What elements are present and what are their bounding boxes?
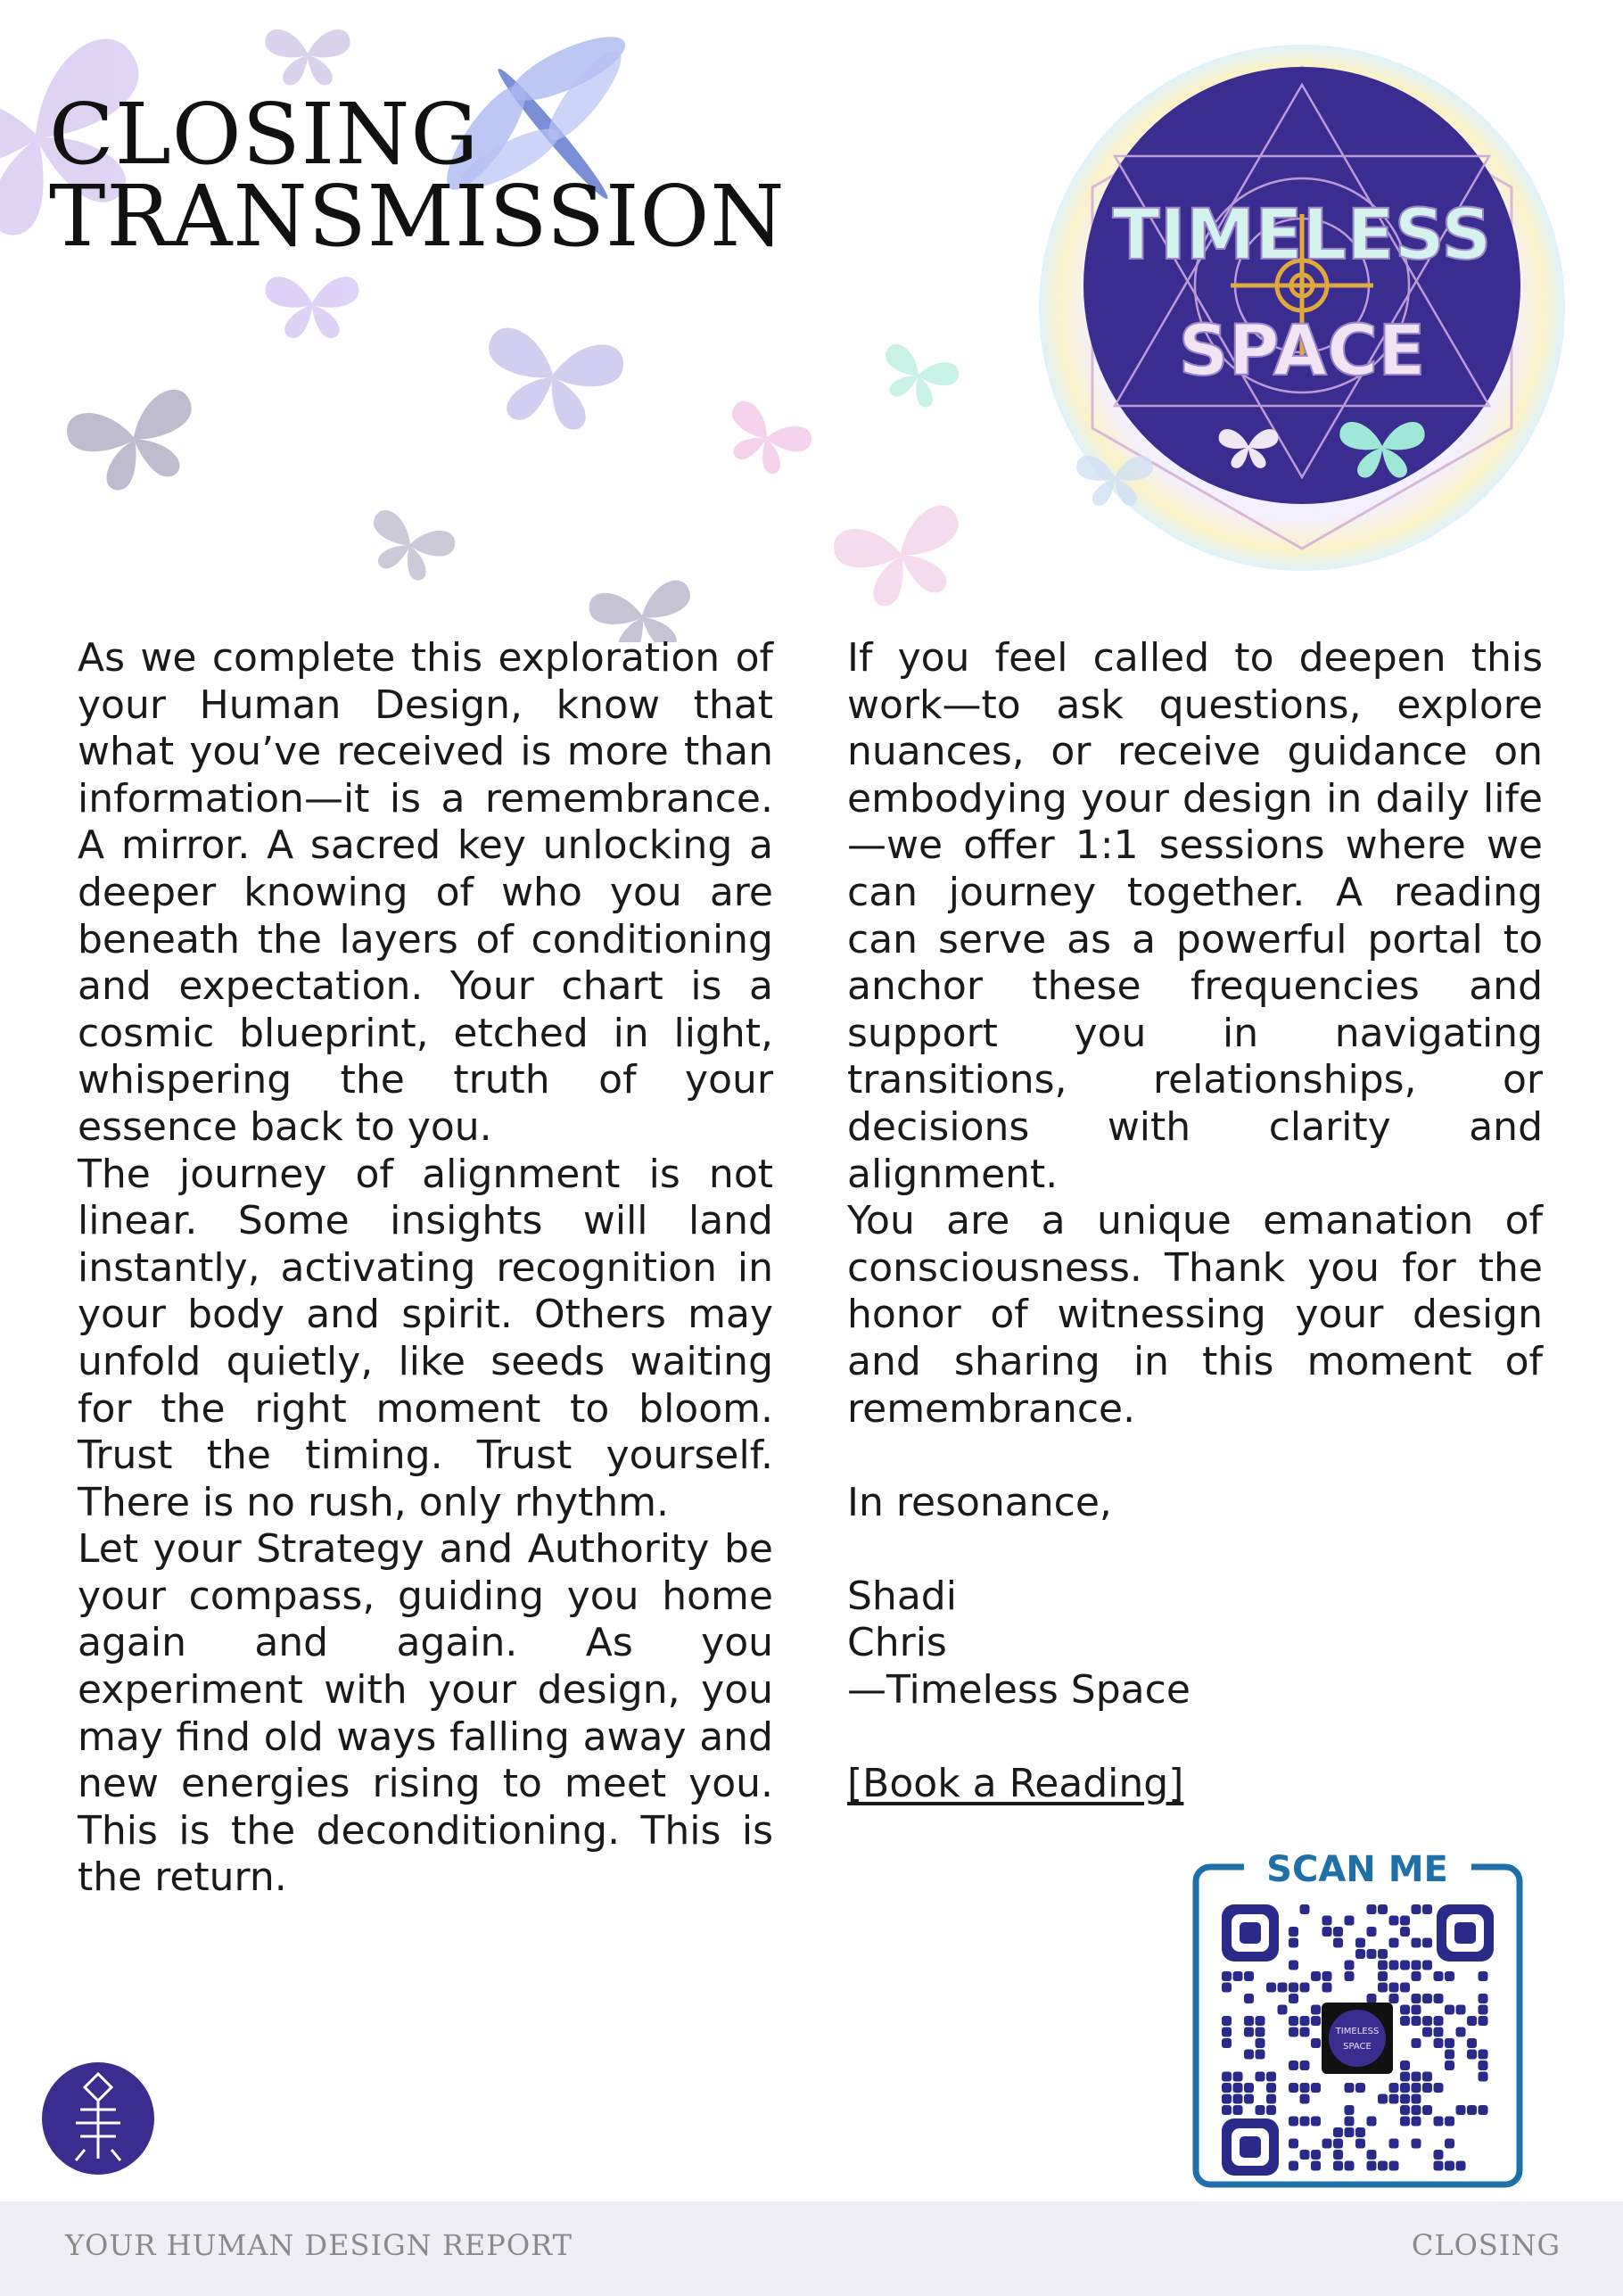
qr-module: [1434, 2028, 1444, 2037]
qr-module: [1355, 1938, 1365, 1948]
qr-module: [1300, 2016, 1310, 2026]
qr-module: [1300, 2028, 1310, 2037]
qr-module: [1412, 1961, 1421, 1970]
qr-module: [1389, 2161, 1399, 2171]
qr-module: [1400, 1961, 1410, 1970]
qr-module: [1378, 1983, 1388, 1993]
qr-module: [1445, 2117, 1454, 2127]
logo-line-1: TIMELESS: [1112, 195, 1492, 276]
qr-module: [1445, 2050, 1454, 2060]
qr-module: [1445, 2038, 1454, 2048]
qr-module: [1479, 1994, 1488, 2003]
qr-module: [1333, 1938, 1343, 1948]
qr-module: [1467, 2016, 1477, 2026]
qr-module: [1422, 1961, 1432, 1970]
scan-me-label: SCAN ME: [1266, 1851, 1448, 1890]
qr-module: [1345, 2083, 1355, 2093]
qr-module: [1244, 2050, 1254, 2060]
page-footer: [0, 2201, 1623, 2296]
qr-module: [1445, 2139, 1454, 2149]
qr-module: [1412, 1938, 1421, 1948]
qr-module: [1412, 2016, 1421, 2026]
signature-org: —Timeless Space: [847, 1667, 1190, 1714]
qr-module: [1222, 2028, 1232, 2037]
qr-module: [1412, 2072, 1421, 2082]
qr-module: [1445, 2161, 1454, 2171]
paragraph: As we complete this exploration of your Human Design, know that what you’ve received is more than information—it is a remembrance. A mirror. A sacred key unlocking a deeper knowing of who you are beneath the layers of conditioning and expectation. Your chart is a cosmic blueprint, etched in light, whispering the truth of your essence back to you.: [78, 635, 773, 1150]
qr-module: [1289, 1938, 1298, 1948]
qr-module: [1479, 2050, 1488, 2060]
qr-module: [1256, 2050, 1265, 2060]
qr-module: [1233, 2083, 1243, 2093]
qr-module: [1333, 2139, 1343, 2149]
qr-module: [1412, 2117, 1421, 2127]
qr-module: [1422, 2016, 1432, 2026]
timeless-space-logo: [1026, 31, 1578, 584]
qr-module: [1400, 2016, 1410, 2026]
qr-module: [1456, 2105, 1466, 2115]
qr-module: [1244, 2016, 1254, 2026]
qr-module: [1266, 2072, 1276, 2082]
qr-module: [1322, 2139, 1332, 2149]
qr-module: [1355, 2083, 1365, 2093]
qr-module: [1378, 1904, 1388, 1914]
butterfly-icon: [62, 385, 207, 500]
butterfly-icon: [873, 341, 962, 414]
qr-module: [1479, 2061, 1488, 2070]
title-line-1: CLOSING: [49, 86, 480, 184]
footer-section-name: CLOSING: [1411, 2228, 1561, 2262]
qr-module: [1244, 1971, 1254, 1981]
human-design-icon: [40, 2061, 156, 2176]
paragraph: You are a unique emanation of consciousness. Thank you for the honor of witnessing your design and sharing in this moment of remembrance.: [847, 1198, 1543, 1432]
qr-module: [1389, 2083, 1399, 2093]
qr-module: [1289, 2161, 1298, 2171]
qr-module: [1367, 1904, 1377, 1914]
qr-module: [1378, 2161, 1388, 2171]
qr-module: [1400, 1916, 1410, 1926]
qr-module: [1289, 2117, 1298, 2127]
qr-module: [1412, 1994, 1421, 2003]
qr-module: [1345, 1971, 1355, 1981]
qr-module: [1412, 1971, 1421, 1981]
qr-module: [1412, 2094, 1421, 2104]
qr-module: [1289, 2083, 1298, 2093]
qr-module: [1266, 2105, 1276, 2115]
qr-module: [1389, 1916, 1399, 1926]
qr-module: [1233, 1971, 1243, 1981]
qr-module: [1400, 2105, 1410, 2115]
qr-module: [1422, 1938, 1432, 1948]
qr-module: [1300, 1983, 1310, 1993]
qr-module: [1233, 2094, 1243, 2104]
qr-module: [1322, 1971, 1332, 1981]
signature-name-2: Chris: [847, 1620, 947, 1666]
qr-module: [1467, 2050, 1477, 2060]
butterfly-icon: [266, 277, 359, 338]
signoff: In resonance,: [847, 1479, 1112, 1525]
qr-module: [1412, 2083, 1421, 2093]
qr-module: [1222, 2094, 1232, 2104]
qr-module: [1333, 2150, 1343, 2160]
title-line-2: TRANSMISSION: [49, 168, 786, 266]
qr-module: [1412, 1904, 1421, 1914]
qr-module: [1311, 2150, 1321, 2160]
qr-module: [1233, 2072, 1243, 2082]
right-text-column: [847, 635, 1543, 1808]
qr-module: [1378, 1971, 1388, 1981]
qr-module: [1300, 2150, 1310, 2160]
qr-module: [1300, 1904, 1310, 1914]
qr-module: [1445, 1971, 1454, 1981]
qr-module: [1311, 2161, 1321, 2171]
qr-module: [1311, 2016, 1321, 2026]
qr-module: [1467, 2038, 1477, 2048]
qr-code-icon[interactable]: [1190, 1851, 1525, 2190]
qr-module: [1289, 1961, 1298, 1970]
qr-module: [1222, 2072, 1232, 2082]
book-reading-link[interactable]: [Book a Reading]: [847, 1761, 1184, 1807]
qr-module: [1434, 1994, 1444, 2003]
qr-module: [1266, 2083, 1276, 2093]
qr-module: [1422, 2105, 1432, 2115]
qr-module: [1355, 2139, 1365, 2149]
butterfly-icon: [477, 325, 627, 436]
qr-module: [1445, 2061, 1454, 2070]
qr-center-line-1: TIMELESS: [1335, 2027, 1380, 2036]
qr-module: [1400, 2061, 1410, 2070]
qr-module: [1256, 2038, 1265, 2048]
page-title: [49, 86, 786, 266]
qr-module: [1422, 1994, 1432, 2003]
qr-module: [1367, 1927, 1377, 1937]
qr-module: [1378, 1961, 1388, 1970]
qr-module: [1367, 1994, 1377, 2003]
qr-module: [1311, 2005, 1321, 2015]
qr-module: [1244, 2094, 1254, 2104]
qr-module: [1345, 1916, 1355, 1926]
qr-module: [1244, 1994, 1254, 2003]
qr-module: [1222, 2105, 1232, 2115]
qr-module: [1412, 2038, 1421, 2048]
qr-module: [1434, 1971, 1444, 1981]
qr-module: [1367, 2117, 1377, 2127]
paragraph: Let your Strategy and Authority be your compass, guiding you home again and again. As you experiment with your design, you may find old ways falling away and new energies rising to meet you. This is the deconditioning. This is the return.: [78, 1526, 773, 1901]
qr-module: [1479, 2005, 1488, 2015]
qr-module: [1256, 2028, 1265, 2037]
qr-module: [1311, 2083, 1321, 2093]
qr-module: [1289, 1994, 1298, 2003]
qr-module: [1289, 2061, 1298, 2070]
qr-module: [1422, 2083, 1432, 2093]
qr-module: [1355, 1949, 1365, 1959]
qr-module: [1400, 1983, 1410, 1993]
qr-module: [1400, 2094, 1410, 2104]
qr-module: [1278, 1983, 1288, 1993]
qr-module: [1400, 2083, 1410, 2093]
qr-module: [1322, 1983, 1332, 1993]
qr-module: [1378, 2094, 1388, 2104]
paragraph: The journey of alignment is not linear. Some insights will land instantly, activating recognition in your body and spirit. Others may unfold quietly, like seeds waiting for the right moment to bloom. Trust the timing. Trust yourself. There is no rush, only rhythm.: [78, 1151, 773, 1525]
signature-name-1: Shadi: [847, 1573, 957, 1619]
qr-module: [1289, 1927, 1298, 1937]
qr-module: [1333, 1927, 1343, 1937]
qr-module: [1412, 2105, 1421, 2115]
qr-module: [1389, 1983, 1399, 1993]
qr-module: [1479, 1971, 1488, 1981]
qr-module: [1367, 2150, 1377, 2160]
qr-module: [1222, 2016, 1232, 2026]
qr-module: [1456, 2028, 1466, 2037]
qr-module: [1222, 2083, 1232, 2093]
qr-module: [1479, 2105, 1488, 2115]
qr-module: [1289, 2016, 1298, 2026]
qr-module: [1333, 2127, 1343, 2137]
qr-module: [1389, 1938, 1399, 1948]
qr-module: [1434, 2161, 1444, 2171]
qr-module: [1479, 2016, 1488, 2026]
footer-report-title: YOUR HUMAN DESIGN REPORT: [65, 2228, 573, 2262]
qr-module: [1233, 2105, 1243, 2115]
qr-module: [1367, 1949, 1377, 1959]
qr-module: [1400, 1927, 1410, 1937]
qr-module: [1345, 2117, 1355, 2127]
qr-module: [1422, 2072, 1432, 2082]
qr-module: [1311, 2038, 1321, 2048]
paragraph: If you feel called to deepen this work—to ask questions, explore nuances, or receive guidance on embodying your design in daily life—we offer 1:1 sessions where we can journey together. A reading can serve as a powerful portal to anchor these frequencies and support you in navigating transitions, relationships, or decisions with clarity and alignment.: [847, 635, 1543, 1197]
qr-module: [1256, 2016, 1265, 2026]
qr-module: [1345, 2105, 1355, 2115]
qr-module: [1467, 2105, 1477, 2115]
qr-module: [1333, 2161, 1343, 2171]
qr-module: [1479, 2072, 1488, 2082]
qr-module: [1311, 2117, 1321, 2127]
butterfly-icon: [587, 578, 699, 642]
qr-center-line-2: SPACE: [1343, 2042, 1372, 2052]
left-text-column: [78, 635, 773, 1902]
qr-module: [1300, 2117, 1310, 2127]
qr-module: [1434, 2150, 1444, 2160]
qr-module: [1400, 2005, 1410, 2015]
qr-module: [1222, 1983, 1232, 1993]
qr-module: [1311, 1971, 1321, 1981]
qr-module: [1322, 1916, 1332, 1926]
qr-module: [1345, 2161, 1355, 2171]
qr-module: [1266, 1983, 1276, 1993]
qr-module: [1412, 2139, 1421, 2149]
qr-module: [1434, 2117, 1444, 2127]
qr-module: [1322, 1927, 1332, 1937]
logo-line-2: SPACE: [1178, 311, 1426, 392]
butterfly-icon: [715, 397, 816, 483]
qr-module: [1422, 2028, 1432, 2037]
qr-module: [1355, 2127, 1365, 2137]
qr-module: [1289, 2139, 1298, 2149]
qr-module: [1434, 2038, 1444, 2048]
qr-module: [1244, 2083, 1254, 2093]
qr-module: [1434, 2083, 1444, 2093]
butterfly-icon: [265, 29, 350, 86]
qr-module: [1300, 2083, 1310, 2093]
qr-module: [1456, 2161, 1466, 2171]
qr-module: [1389, 1961, 1399, 1970]
qr-module: [1445, 2005, 1454, 2015]
qr-module: [1222, 1971, 1232, 1981]
butterfly-icon: [359, 507, 458, 588]
butterfly-icon: [829, 501, 974, 615]
qr-module: [1345, 1961, 1355, 1970]
qr-module: [1378, 1949, 1388, 1959]
qr-module: [1300, 2094, 1310, 2104]
qr-module: [1389, 1994, 1399, 2003]
qr-module: [1367, 2161, 1377, 2171]
qr-module: [1400, 2072, 1410, 2082]
qr-module: [1289, 1983, 1298, 1993]
qr-module: [1300, 2061, 1310, 2070]
qr-module: [1400, 2117, 1410, 2127]
qr-module: [1278, 2005, 1288, 2015]
qr-module: [1266, 2094, 1276, 2104]
qr-module: [1456, 2005, 1466, 2015]
qr-module: [1345, 2127, 1355, 2137]
qr-module: [1434, 2016, 1444, 2026]
qr-module: [1222, 2038, 1232, 2048]
qr-module: [1256, 2072, 1265, 2082]
qr-module: [1244, 2028, 1254, 2037]
qr-module: [1256, 2105, 1265, 2115]
qr-module: [1412, 2005, 1421, 2015]
qr-module: [1389, 2094, 1399, 2104]
qr-module: [1422, 1904, 1432, 1914]
qr-module: [1389, 2139, 1399, 2149]
qr-module: [1289, 2028, 1298, 2037]
